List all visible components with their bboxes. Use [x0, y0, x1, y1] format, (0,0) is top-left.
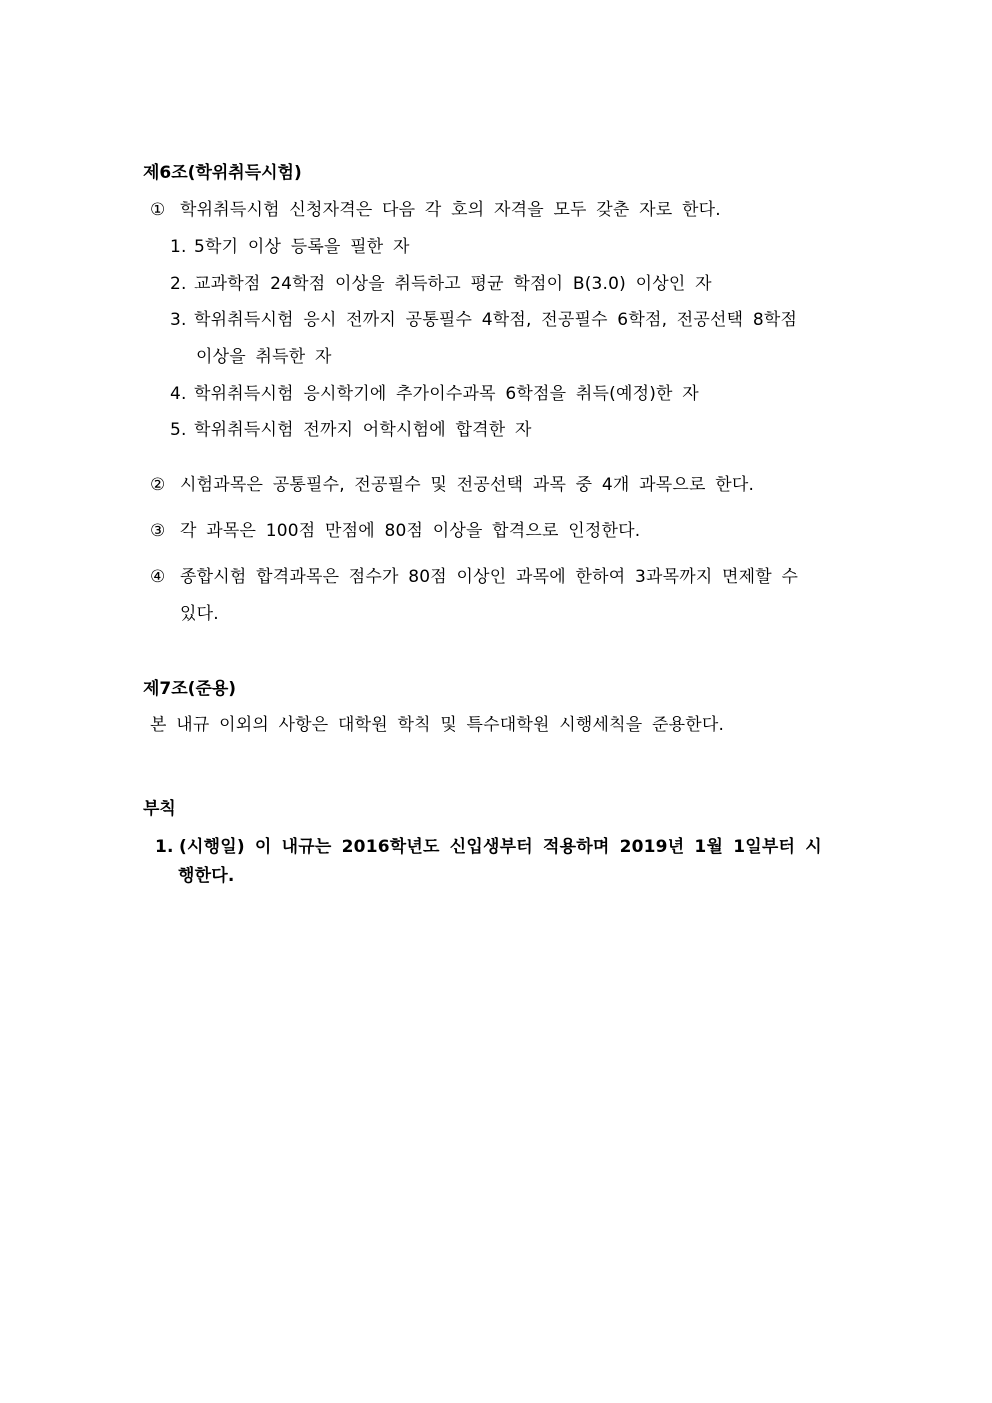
item-number: 3.	[170, 310, 187, 330]
article6-title: 제6조(학위취득시험)	[143, 163, 302, 183]
item-number: 2.	[170, 274, 187, 294]
article6-clause3	[150, 520, 640, 542]
item-number: 1.	[170, 237, 187, 257]
addendum-title: 부칙	[143, 799, 176, 819]
list-item	[170, 419, 532, 441]
clause-text: 종합시험 합격과목은 점수가 80점 이상인 과목에 한하여 3과목까지 면제할 수	[180, 567, 799, 587]
clause-text: 시험과목은 공통필수, 전공필수 및 전공선택 과목 중 4개 과목으로 한다.	[180, 475, 755, 495]
article6-clause4	[150, 566, 798, 588]
list-item	[170, 273, 712, 295]
clause-marker: ②	[150, 475, 166, 495]
item-number: 4.	[170, 384, 187, 404]
article7-text: 본 내규 이외의 사항은 대학원 학칙 및 특수대학원 시행세칙을 준용한다.	[150, 715, 725, 735]
clause-continuation: 있다.	[180, 604, 219, 624]
clause-marker: ①	[150, 200, 166, 220]
item-text: 학위취득시험 응시 전까지 공통필수 4학점, 전공필수 6학점, 전공선택 8학점	[194, 310, 798, 330]
list-item	[170, 309, 797, 331]
clause-marker: ④	[150, 567, 166, 587]
clause-marker: ③	[150, 521, 166, 541]
item-text: 학위취득시험 전까지 어학시험에 합격한 자	[194, 420, 532, 440]
addendum-item-continuation: 행한다.	[178, 866, 235, 886]
article7-title: 제7조(준용)	[143, 679, 237, 699]
article6-clause1	[150, 199, 721, 221]
item-number: 1.	[155, 837, 174, 857]
article6-clause2	[150, 474, 754, 496]
item-text: 5학기 이상 등록을 필한 자	[194, 237, 410, 257]
item-text: (시행일) 이 내규는 2016학년도 신입생부터 적용하며 2019년 1월 1일부터 시	[179, 837, 822, 857]
clause-text: 학위취득시험 신청자격은 다음 각 호의 자격을 모두 갖춘 자로 한다.	[180, 200, 721, 220]
item-number: 5.	[170, 420, 187, 440]
addendum-item	[155, 836, 822, 858]
list-item	[170, 383, 699, 405]
item-text: 교과학점 24학점 이상을 취득하고 평균 학점이 B(3.0) 이상인 자	[194, 274, 712, 294]
list-item-continuation: 이상을 취득한 자	[196, 347, 332, 367]
item-text: 학위취득시험 응시학기에 추가이수과목 6학점을 취득(예정)한 자	[194, 384, 699, 404]
clause-text: 각 과목은 100점 만점에 80점 이상을 합격으로 인정한다.	[180, 521, 641, 541]
list-item	[170, 236, 410, 258]
